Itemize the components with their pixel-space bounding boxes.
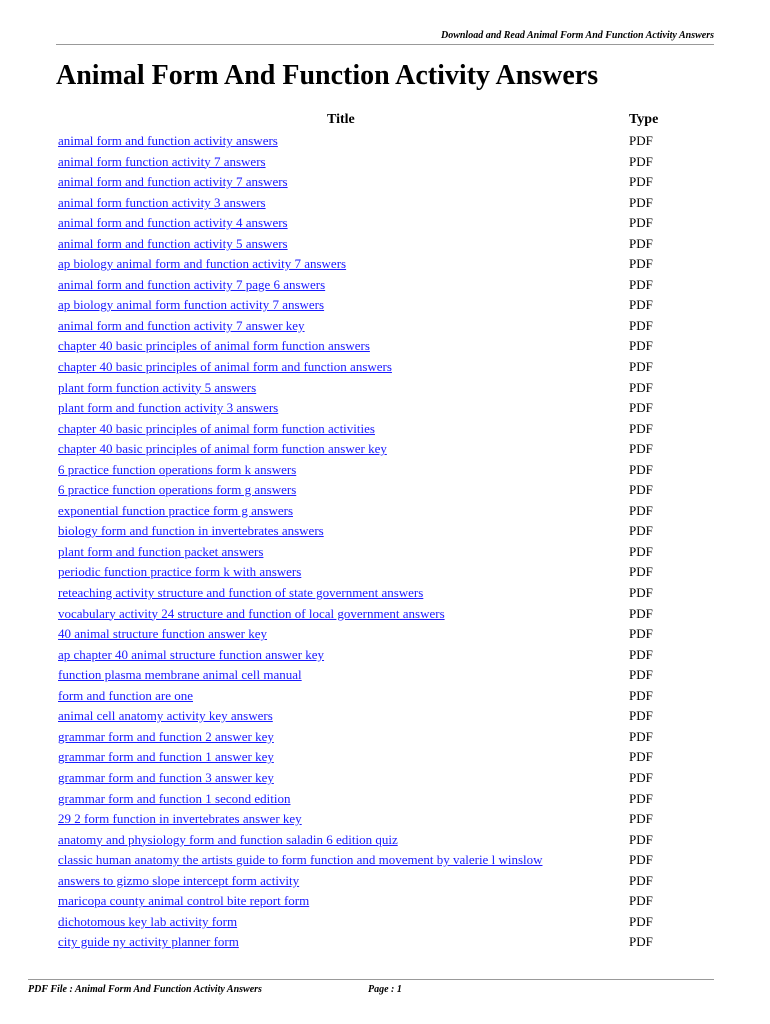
document-link[interactable]: 6 practice function operations form k answers bbox=[58, 461, 297, 477]
list-item bbox=[0, 234, 770, 255]
document-link[interactable]: grammar form and function 1 second edition bbox=[58, 790, 291, 806]
document-link[interactable]: plant form and function packet answers bbox=[58, 543, 264, 559]
file-type-label: PDF bbox=[629, 811, 653, 827]
document-link[interactable]: vocabulary activity 24 structure and function of local government answers bbox=[58, 605, 445, 621]
file-type-label: PDF bbox=[629, 215, 653, 231]
file-type-label: PDF bbox=[629, 133, 653, 148]
list-item bbox=[0, 665, 770, 686]
list-item bbox=[0, 686, 770, 707]
list-item bbox=[0, 932, 770, 953]
list-item bbox=[0, 604, 770, 625]
list-item bbox=[0, 419, 770, 440]
document-link[interactable]: ap chapter 40 animal structure function answer key bbox=[58, 646, 325, 662]
list-item bbox=[0, 152, 770, 173]
list-item bbox=[0, 891, 770, 912]
document-list bbox=[0, 131, 770, 953]
file-type-label: PDF bbox=[629, 194, 653, 210]
footer-divider bbox=[28, 979, 714, 980]
list-item bbox=[0, 295, 770, 316]
list-item bbox=[0, 398, 770, 419]
list-item bbox=[0, 480, 770, 501]
document-link[interactable]: maricopa county animal control bite report form bbox=[58, 893, 310, 909]
list-item bbox=[0, 850, 770, 871]
file-type-label: PDF bbox=[629, 153, 653, 169]
document-link[interactable]: plant form and function activity 3 answers bbox=[58, 400, 279, 416]
list-item bbox=[0, 316, 770, 337]
file-type-label: PDF bbox=[629, 667, 653, 683]
list-item bbox=[0, 172, 770, 193]
document-link[interactable]: animal form and function activity 7 answers bbox=[58, 174, 288, 190]
list-item bbox=[0, 747, 770, 768]
file-type-label: PDF bbox=[629, 338, 653, 354]
file-type-label: PDF bbox=[629, 646, 653, 662]
file-type-label: PDF bbox=[629, 174, 653, 190]
file-type-label: PDF bbox=[629, 523, 653, 539]
list-item bbox=[0, 768, 770, 789]
file-type-label: PDF bbox=[629, 749, 653, 765]
list-item bbox=[0, 830, 770, 851]
document-link[interactable]: ap biology animal form function activity 7 answers bbox=[58, 297, 325, 313]
list-item bbox=[0, 809, 770, 830]
document-link[interactable]: 40 animal structure function answer key bbox=[58, 626, 268, 642]
column-header-type: Type bbox=[629, 112, 659, 127]
document-link[interactable]: dichotomous key lab activity form bbox=[58, 913, 238, 929]
file-type-label: PDF bbox=[629, 872, 653, 888]
list-item bbox=[0, 583, 770, 604]
file-type-label: PDF bbox=[629, 605, 653, 621]
file-type-label: PDF bbox=[629, 420, 653, 436]
list-item bbox=[0, 624, 770, 645]
file-type-label: PDF bbox=[629, 728, 653, 744]
file-type-label: PDF bbox=[629, 913, 653, 929]
document-link[interactable]: animal form and function activity 5 answers bbox=[58, 235, 288, 251]
list-item bbox=[0, 727, 770, 748]
document-link[interactable]: 29 2 form function in invertebrates answer key bbox=[58, 811, 302, 827]
file-type-label: PDF bbox=[629, 359, 653, 375]
file-type-label: PDF bbox=[629, 687, 653, 703]
list-item bbox=[0, 336, 770, 357]
file-type-label: PDF bbox=[629, 502, 653, 518]
list-item bbox=[0, 357, 770, 378]
file-type-label: PDF bbox=[629, 379, 653, 395]
document-link[interactable]: city guide ny activity planner form bbox=[58, 934, 239, 950]
column-header-title: Title bbox=[327, 112, 355, 127]
file-type-label: PDF bbox=[629, 461, 653, 477]
document-link[interactable]: classic human anatomy the artists guide to form function and movement by valerie l winslow bbox=[58, 852, 543, 868]
list-item bbox=[0, 275, 770, 296]
file-type-label: PDF bbox=[629, 276, 653, 292]
file-type-label: PDF bbox=[629, 256, 653, 272]
list-item bbox=[0, 706, 770, 727]
file-type-label: PDF bbox=[629, 543, 653, 559]
document-link[interactable]: 6 practice function operations form g answers bbox=[58, 482, 297, 498]
document-link[interactable]: answers to gizmo slope intercept form activity bbox=[58, 872, 300, 888]
list-item bbox=[0, 213, 770, 234]
page-title: Animal Form And Function Activity Answers bbox=[56, 60, 599, 91]
file-type-label: PDF bbox=[629, 769, 653, 785]
header-divider bbox=[56, 44, 714, 45]
file-type-label: PDF bbox=[629, 852, 653, 868]
document-link[interactable]: biology form and function in invertebrates answers bbox=[58, 523, 324, 539]
file-type-label: PDF bbox=[629, 626, 653, 642]
document-link[interactable]: periodic function practice form k with answers bbox=[58, 564, 302, 580]
file-type-label: PDF bbox=[629, 441, 653, 457]
document-link[interactable]: grammar form and function 2 answer key bbox=[58, 728, 274, 744]
list-item bbox=[0, 542, 770, 563]
file-type-label: PDF bbox=[629, 585, 653, 601]
document-link[interactable]: anatomy and physiology form and function saladin 6 edition quiz bbox=[58, 831, 398, 847]
file-type-label: PDF bbox=[629, 934, 653, 950]
list-item bbox=[0, 789, 770, 810]
file-type-label: PDF bbox=[629, 297, 653, 313]
document-link[interactable]: reteaching activity structure and function of state government answers bbox=[58, 585, 424, 601]
file-type-label: PDF bbox=[629, 482, 653, 498]
document-link[interactable]: function plasma membrane animal cell manual bbox=[58, 667, 302, 683]
document-link[interactable]: form and function are one bbox=[58, 687, 194, 703]
list-item bbox=[0, 460, 770, 481]
list-item bbox=[0, 439, 770, 460]
file-type-label: PDF bbox=[629, 831, 653, 847]
document-link[interactable]: animal cell anatomy activity key answers bbox=[58, 708, 273, 724]
footer-file-label: PDF File : Animal Form And Function Activity Answers bbox=[28, 984, 262, 995]
file-type-label: PDF bbox=[629, 235, 653, 251]
document-link[interactable]: plant form function activity 5 answers bbox=[58, 379, 257, 395]
document-link[interactable]: grammar form and function 1 answer key bbox=[58, 749, 274, 765]
document-link[interactable]: animal form and function activity 7 answer key bbox=[58, 317, 305, 333]
document-link[interactable]: chapter 40 basic principles of animal form function answer key bbox=[58, 441, 387, 457]
document-link[interactable]: exponential function practice form g answers bbox=[58, 502, 293, 518]
list-item bbox=[0, 131, 770, 152]
document-link[interactable]: ap biology animal form and function activity 7 answers bbox=[58, 256, 347, 272]
footer-page-number: Page : 1 bbox=[368, 984, 402, 995]
file-type-label: PDF bbox=[629, 564, 653, 580]
file-type-label: PDF bbox=[629, 400, 653, 416]
list-item bbox=[0, 912, 770, 933]
list-item bbox=[0, 378, 770, 399]
file-type-label: PDF bbox=[629, 708, 653, 724]
file-type-label: PDF bbox=[629, 893, 653, 909]
list-item bbox=[0, 501, 770, 522]
document-link[interactable]: chapter 40 basic principles of animal form and function answers bbox=[58, 359, 392, 375]
list-item bbox=[0, 254, 770, 275]
list-item bbox=[0, 645, 770, 666]
file-type-label: PDF bbox=[629, 317, 653, 333]
document-link[interactable]: chapter 40 basic principles of animal form function activities bbox=[58, 420, 375, 436]
document-link[interactable]: animal form and function activity 4 answers bbox=[58, 215, 288, 231]
document-link[interactable]: animal form function activity 7 answers bbox=[58, 153, 266, 169]
list-item bbox=[0, 193, 770, 214]
document-link[interactable]: animal form and function activity answers bbox=[58, 133, 278, 148]
document-link[interactable]: grammar form and function 3 answer key bbox=[58, 769, 274, 785]
list-item bbox=[0, 871, 770, 892]
list-item bbox=[0, 562, 770, 583]
file-type-label: PDF bbox=[629, 790, 653, 806]
document-link[interactable]: animal form function activity 3 answers bbox=[58, 194, 266, 210]
list-item bbox=[0, 521, 770, 542]
document-link[interactable]: chapter 40 basic principles of animal form function answers bbox=[58, 338, 370, 354]
document-link[interactable]: animal form and function activity 7 page 6 answers bbox=[58, 276, 326, 292]
running-header: Download and Read Animal Form And Function Activity Answers bbox=[440, 30, 714, 41]
